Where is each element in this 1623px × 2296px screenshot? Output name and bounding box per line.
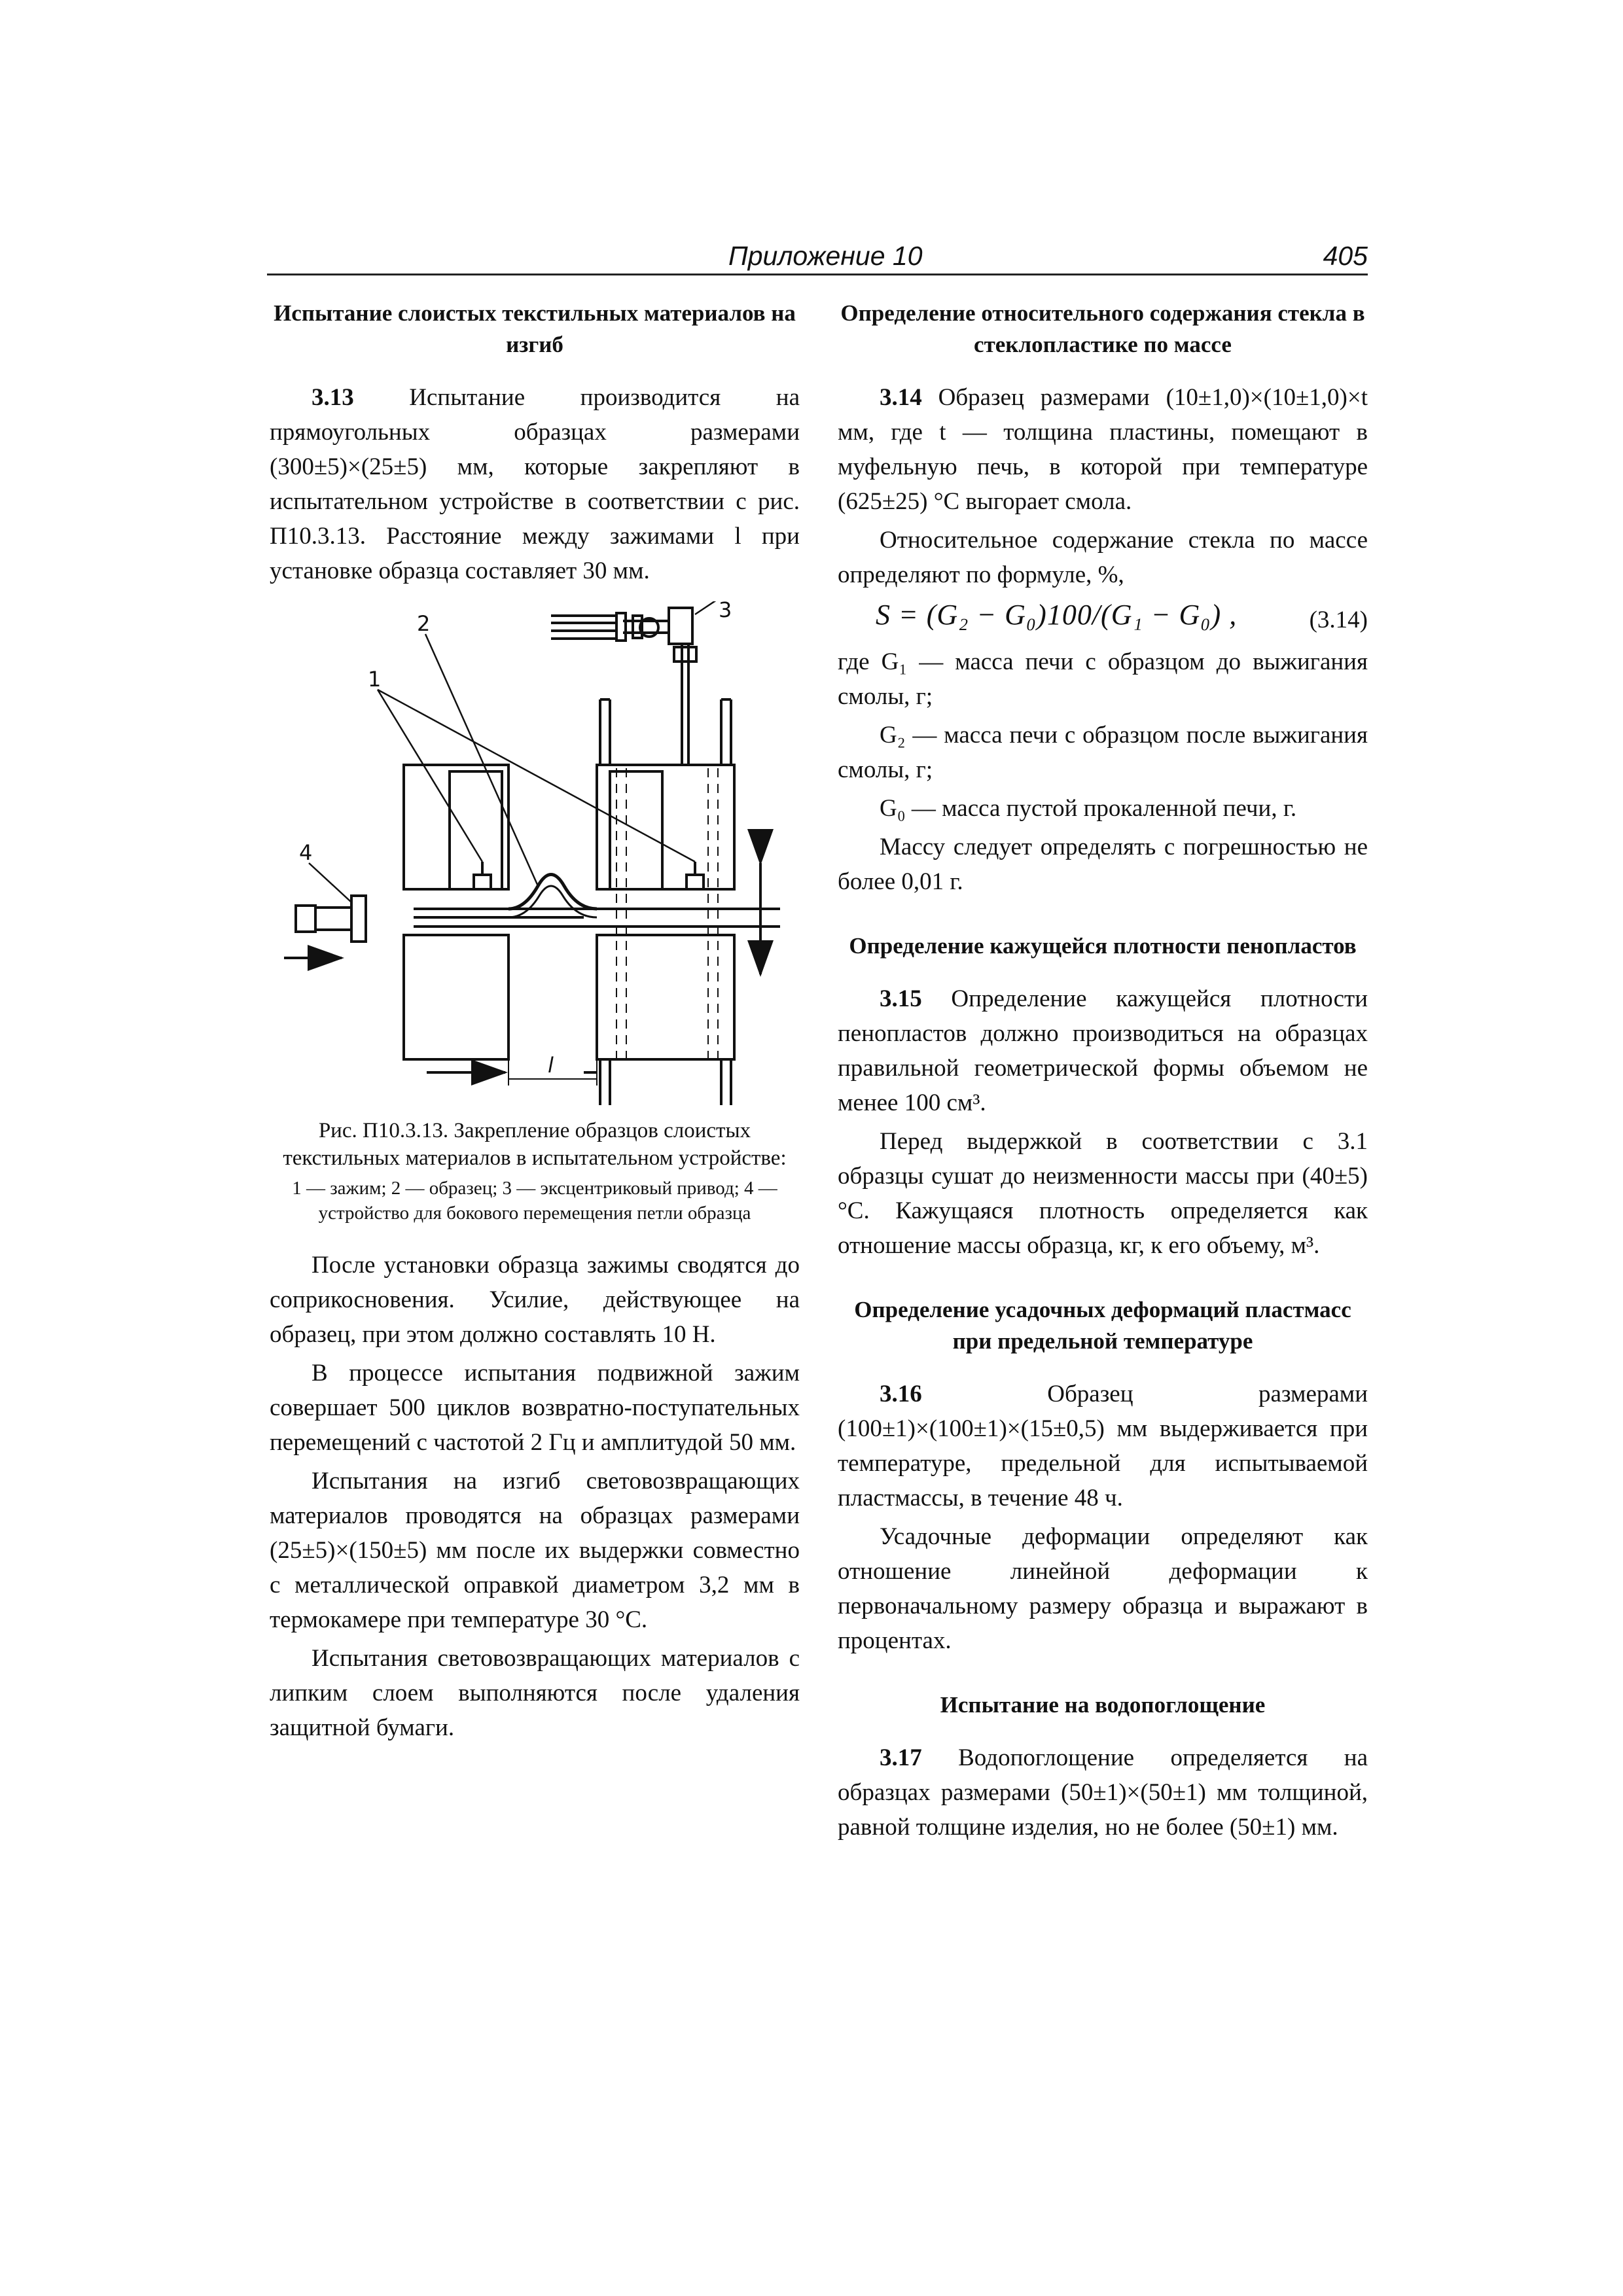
figure-clamp-device — [270, 601, 800, 1112]
clause-text: Испытание производится на прямоугольных образцах размерами (300±5)×(25±5) мм, которые закрепляют в испытательном устройстве в соответствии с рис. П10.3.13. Расстояние между зажимами l при установке образца составляет 30 мм. — [270, 384, 800, 584]
clause-text: Образец размерами (10±1,0)×(10±1,0)×t мм, где t — толщина пластины, помещают в муфельную печь, в которой при температуре (625±25) °С выгорает смола. — [838, 384, 1368, 515]
running-header — [267, 241, 1368, 275]
clause-text: Водопоглощение определяется на образцах размерами (50±1)×(50±1) мм толщиной, равной толщине изделия, но не более (50±1) мм. — [838, 1744, 1368, 1841]
label-clamp: 1 — [368, 667, 382, 692]
paragraph-cycles: В процессе испытания подвижной зажим совершает 500 циклов возвратно-поступательных перемещений с частотой 2 Гц и амплитудой 50 мм. — [270, 1360, 800, 1456]
clause-text: Определение кажущейся плотности пенопластов должно производиться на образцах правильной геометрической формы объемом не менее 100 см³. — [838, 985, 1368, 1116]
page-number: 405 — [1323, 241, 1368, 271]
clause-number: 3.15 — [880, 985, 922, 1012]
paragraph-formula-intro: Относительное содержание стекла по массе определяют по формуле, %, — [838, 527, 1368, 588]
clause-number: 3.13 — [312, 384, 354, 411]
section-heading-water-absorption: Испытание на водопоглощение — [940, 1692, 1266, 1718]
paragraph-retroreflective: Испытания на изгиб световозвращающих материалов проводятся на образцах размерами (25±5)×(150±5) мм после их выдержки совместно с металлической оправкой диаметром 3,2 мм в термокамере при температуре 30 °С. — [270, 1468, 800, 1633]
where-g2: G₂ — масса печи с образцом после выжигания смолы, г; — [838, 722, 1368, 783]
label-distance-l: l — [548, 1053, 554, 1078]
paragraph-clamping: После установки образца зажимы сводятся до соприкосновения. Усилие, действующее на образец, при этом должно составлять 10 Н. — [270, 1252, 800, 1348]
section-heading-foam-density: Определение кажущейся плотности пенопластов — [849, 933, 1357, 959]
formula-number: (3.14) — [1309, 607, 1368, 633]
paragraph-3-14 — [838, 380, 1368, 519]
formula-3-14 — [838, 596, 1368, 642]
clause-number: 3.14 — [880, 384, 922, 411]
paragraph-shrinkage-def: Усадочные деформации определяют как отношение линейной деформации к первоначальному размеру образца и выражают в процентах. — [838, 1523, 1368, 1654]
paragraph-precision: Массу следует определять с погрешностью не более 0,01 г. — [838, 834, 1368, 895]
running-title: Приложение 10 — [728, 241, 923, 271]
paragraph-3-15 — [838, 981, 1368, 1120]
right-column — [838, 298, 1368, 1848]
label-lateral-device: 4 — [299, 840, 313, 865]
label-specimen: 2 — [417, 611, 431, 636]
label-eccentric: 3 — [719, 601, 732, 622]
paragraph-3-16 — [838, 1377, 1368, 1515]
section-heading-shrinkage: Определение усадочных деформаций пластмасс при предельной температуре — [854, 1297, 1351, 1354]
clamp-device-drawing — [270, 601, 800, 1112]
where-g1: где G₁ — масса печи с образцом до выжигания смолы, г; — [838, 648, 1368, 710]
clause-number: 3.16 — [880, 1381, 922, 1407]
section-heading-bending: Испытание слоистых текстильных материалов на изгиб — [274, 300, 796, 357]
clause-text: Образец размерами (100±1)×(100±1)×(15±0,5) мм выдерживается при температуре, предельной для испытываемой пластмассы, в течение 48 ч. — [838, 1381, 1368, 1511]
paragraph-3-17 — [838, 1740, 1368, 1845]
paragraph-drying: Перед выдержкой в соответствии с 3.1 образцы сушат до неизменности массы при (40±5) °С. Кажущаяся плотность определяется как отношение массы образца, кг, к его объему, м³. — [838, 1128, 1368, 1259]
paragraph-adhesive: Испытания световозвращающих материалов с липким слоем выполняются после удаления защитной бумаги. — [270, 1645, 800, 1741]
where-g0: G₀ — масса пустой прокаленной печи, г. — [880, 795, 1297, 822]
figure-legend: 1 — зажим; 2 — образец; 3 — эксцентриковый привод; 4 — устройство для бокового перемещения петли образца — [292, 1178, 777, 1224]
section-heading-glass-content: Определение относительного содержания стекла в стеклопластике по массе — [840, 300, 1365, 357]
formula-expression: S = (G₂ − G₀)100/(G₁ − G₀) , — [876, 599, 1238, 631]
paragraph-3-13 — [270, 380, 800, 588]
clause-number: 3.17 — [880, 1744, 922, 1771]
left-column — [270, 298, 800, 1749]
figure-caption: Рис. П10.3.13. Закрепление образцов слоистых текстильных материалов в испытательном устройстве: — [283, 1119, 787, 1170]
